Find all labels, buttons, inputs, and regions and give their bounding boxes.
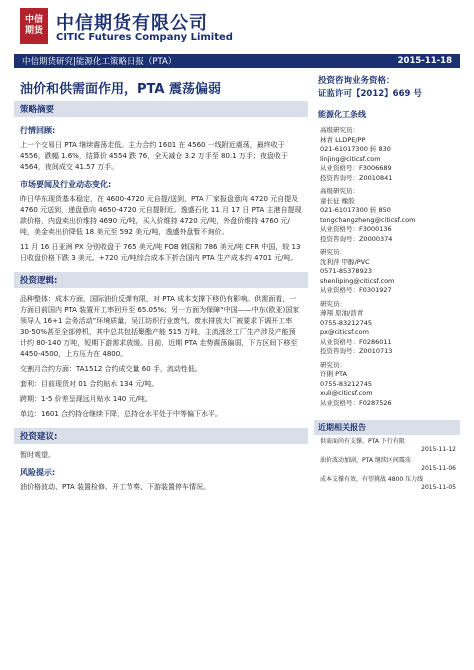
analyst-line: 0755-83212745 xyxy=(320,379,372,388)
analyst-line: 研究员： xyxy=(320,360,346,369)
arbitrage-text: 套利：目前现货对 01 合约贴水 134 元/吨。 xyxy=(20,380,159,388)
analyst-line: 0571-85378923 xyxy=(320,267,372,275)
analyst-line: 沈利萍 甲醇/PVC xyxy=(320,257,370,266)
risk-text: 油价格波动、PTA 装置检修、开工节奏、下游装置停车情况。 xyxy=(20,483,210,491)
logic-text: 品种整体：成本方面，国际油价反弹有限，对 PTA 成本支撑下移仍有影响。供需面看，一方面目前国内 PTA 装置开工率回升至 65.05%；另一方面为保障“中国——中东(欧亚)国家领导人 16+1 会务活动”环境质量，吴江纺织行业废气、废水排放大厂被要求下调开工率 30-50%甚至全部停机，其中总共包括聚酯产能 515 万吨，主流涨丝工厂生产涉及产能预计约 80-140 万吨，短期下游需求放缓。目前，近期 PTA 走势震荡偏弱，下方区间下移至 4450-4500，上方压力在 4800。 xyxy=(20,295,300,358)
recent-reports-heading: 近期相关报告 xyxy=(314,420,460,435)
analyst-line: 研究员： xyxy=(320,299,346,308)
advice-heading: 投资建议: xyxy=(14,428,308,444)
recent-report-title[interactable]: 成本支撑有效，有望挑战 4800 压力线 xyxy=(320,476,424,483)
market-text-2: 11 月 16 日亚洲 PX 分别收盘于 765 美元/吨 FOB 韩国和 786 美元/吨 CFR 中国，较 13 日收盘价格下跌 3 美元。+720 元/吨综合成本下折合国内 PTA 生产成本约 4701 元/吨。 xyxy=(20,243,301,262)
analyst-email: linjing@citicsf.com xyxy=(320,154,381,163)
analyst-line: 研究员： xyxy=(320,248,346,256)
analyst-line: 从业资格号：F0301927 xyxy=(320,286,392,294)
recent-report-date: 2015-11-12 xyxy=(421,446,456,453)
analyst-line: 从业资格号：F0286011 xyxy=(320,337,392,346)
analyst-line: 薄翔 原油/沥青 xyxy=(320,309,364,317)
analyst-line: 许俐 PTA xyxy=(320,370,347,378)
analyst-card xyxy=(314,300,460,361)
main-content xyxy=(14,72,308,495)
team-name: 能源化工条线 xyxy=(318,110,366,119)
analyst-line: 从业资格号：F3006689 xyxy=(320,164,392,172)
recent-report-item[interactable] xyxy=(314,435,460,454)
analyst-line: 从业资格号：F3000136 xyxy=(320,225,392,233)
analyst-line: 高级研究员： xyxy=(320,126,359,134)
company-logo xyxy=(20,8,48,44)
recent-report-date: 2015-11-05 xyxy=(421,484,456,491)
review-text: 上一个交易日 PTA 继续震荡走低。主力合约 1601 在 4560 一线附近震荡，最终收于 4556，跌幅 1.6%，结算价 4554 跌 76，全天减仓 3.2 万手至 80.1 万手；夜盘收于 4564，夜间成交 41.57 万手。 xyxy=(20,141,288,171)
analyst-line: 投资咨询号：Z0000374 xyxy=(320,234,393,243)
analyst-card xyxy=(314,187,460,248)
analyst-card xyxy=(314,361,460,413)
recent-report-title[interactable]: 油价波动加剧，PTA 继续区间震荡 xyxy=(320,457,411,464)
logo-line-2: 期货 xyxy=(24,26,43,36)
analyst-card xyxy=(314,126,460,187)
report-type: 中信期货研究|能源化工策略日报（PTA） xyxy=(22,57,177,67)
review-heading: 行情回顾: xyxy=(20,126,56,135)
report-header xyxy=(0,0,474,52)
logic-heading: 投资逻辑: xyxy=(14,272,308,288)
advice-text: 暂时观望。 xyxy=(20,451,55,459)
spread-text: 跨期：1-5 价差呈现远月贴水 140 元/吨。 xyxy=(20,395,152,403)
analyst-line: 童长征 橡胶 xyxy=(320,196,355,205)
analyst-email: xuli@citicsf.com xyxy=(320,389,373,397)
analyst-line: 投资咨询号：Z0010841 xyxy=(320,173,393,182)
recent-report-item[interactable] xyxy=(314,473,460,492)
analyst-line: 从业资格号：F0287526 xyxy=(320,398,392,407)
report-title-bar xyxy=(14,54,460,68)
company-name-cn: 中信期货有限公司 xyxy=(56,13,208,34)
analyst-line: 021-61017300 转 830 xyxy=(320,145,391,153)
market-heading: 市场要闻及行业动态变化: xyxy=(20,180,112,189)
analyst-line: 021-61017300 转 850 xyxy=(320,206,391,214)
consult-title: 投资咨询业务资格： xyxy=(318,76,395,86)
page-title: 油价和供需面作用，PTA 震荡偏弱 xyxy=(20,82,221,97)
analyst-email: tongchangzheng@citicsf.com xyxy=(320,215,416,224)
summary-heading: 策略摘要 xyxy=(14,101,308,117)
analyst-email: px@citicsf.com xyxy=(320,328,369,336)
analyst-line: 林青 LLDPE/PP xyxy=(320,135,366,144)
analyst-card xyxy=(314,248,460,300)
market-text-1: 昨日华东现货基本稳定，在 4600-4720 元自提/送到，PTA 厂家报盘意向 4720 元自提及 4760 元送到，递盘意向 4650-4720 元自提附近。逸盛石化 11 月 17 日 PTA 主港自提现款价格，内盘卖出价维持 4690 元/吨，买入价维持 4720 元/吨，外盘价维持 4760 元/吨，美金卖出价降低 18 美元至 592 美元/吨，逸盛外盘暂不询价。 xyxy=(20,195,302,236)
license-number: 证监许可【2012】669 号 xyxy=(318,89,422,99)
analyst-line: 高级研究员： xyxy=(320,187,359,195)
risk-heading: 风险提示: xyxy=(20,468,56,477)
logo-line-1: 中信 xyxy=(24,15,43,25)
analyst-email: shenliping@citicsf.com xyxy=(320,276,395,285)
recent-report-item[interactable] xyxy=(314,454,460,473)
company-name-en: CITIC Futures Company Limited xyxy=(56,32,233,43)
report-date: 2015-11-18 xyxy=(397,56,452,66)
sidebar xyxy=(314,72,460,492)
unilateral-text: 单边：1601 合约持仓继续下降，总持仓水平处于中等偏下水平。 xyxy=(20,410,223,418)
analyst-line: 0755-83212745 xyxy=(320,318,372,327)
recent-report-date: 2015-11-06 xyxy=(421,465,456,472)
analyst-line: 投资咨询号：Z0010713 xyxy=(320,347,393,355)
delivery-text: 交割月合约方面：TA1512 合约成交量 60 手，流动性低。 xyxy=(20,365,202,373)
recent-report-title[interactable]: 供需面尚有支撑，PTA 下行有限 xyxy=(320,438,405,445)
